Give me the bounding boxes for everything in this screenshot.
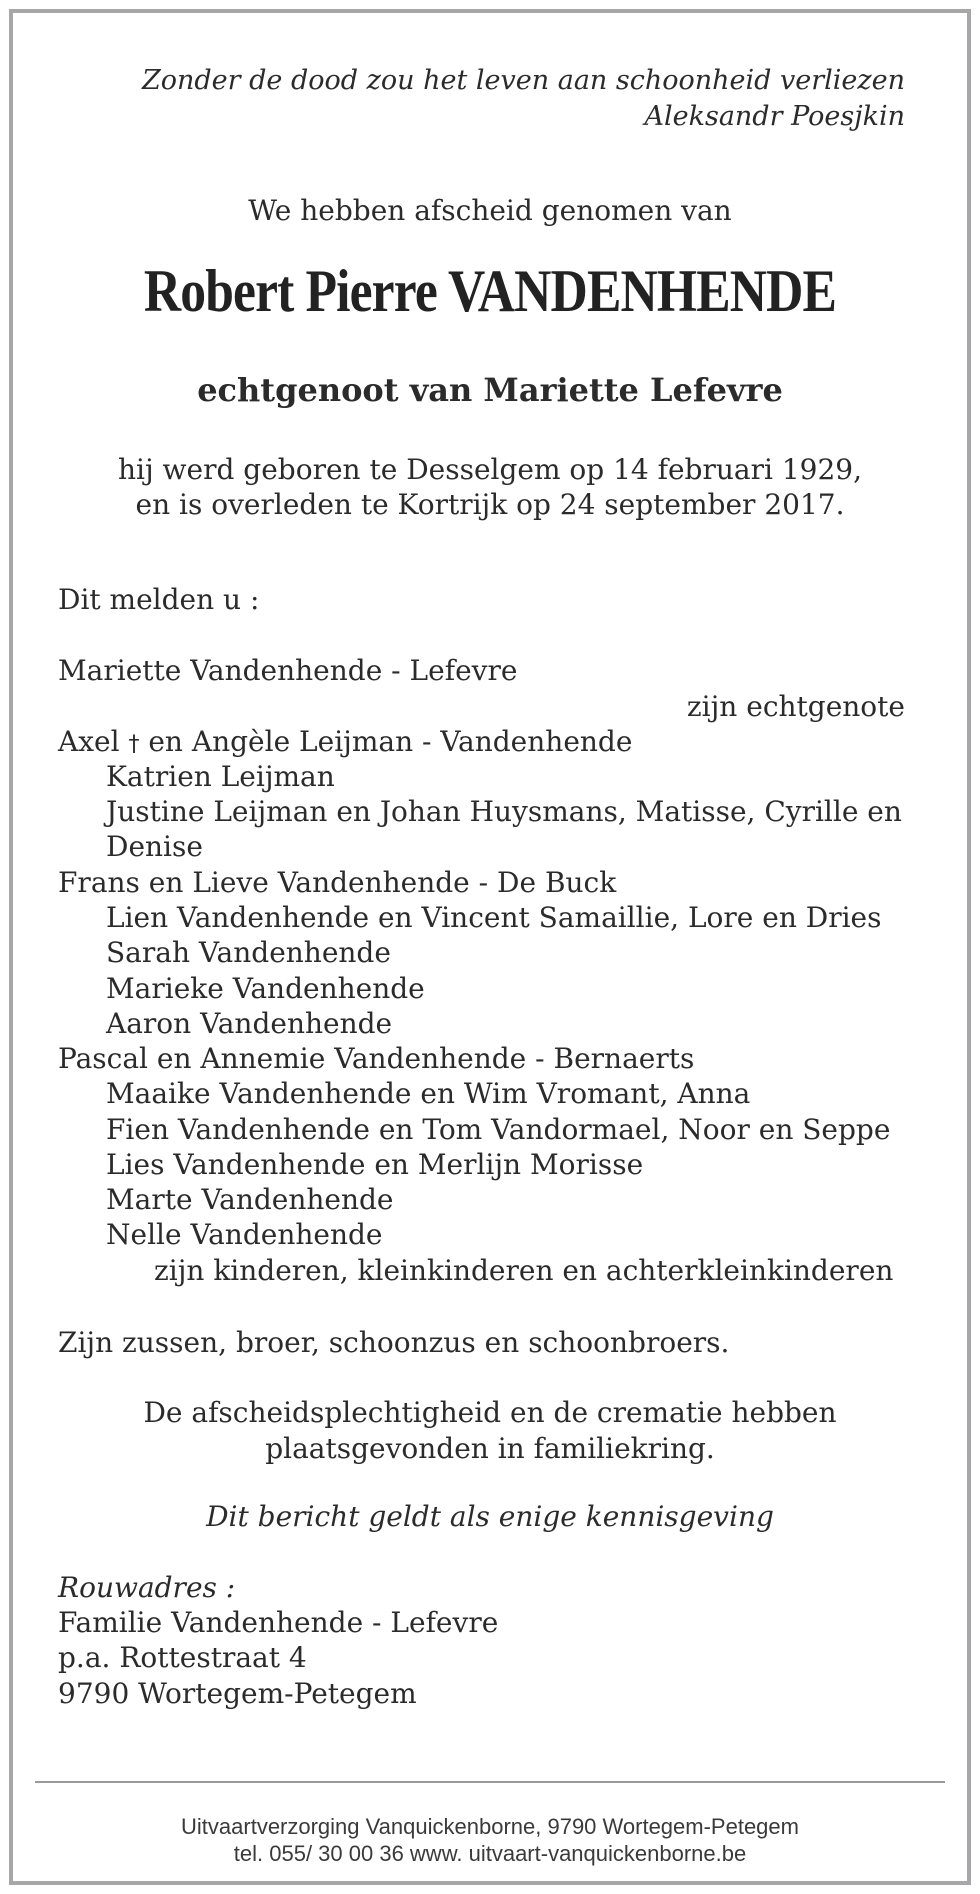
ceremony-line-2: plaatsgevonden in familiekring. [265,1432,715,1465]
child-2: Frans en Lieve Vandenhende - De Buck [58,866,617,899]
quote-author: Aleksandr Poesjkin [644,101,905,132]
mourning-address-street: p.a. Rottestraat 4 [58,1641,307,1674]
children-role: zijn kinderen, kleinkinderen en achterkleinkinderen [154,1254,894,1287]
spouse-name: Mariette Vandenhende - Lefevre [58,654,518,687]
obituary-card [9,9,971,1885]
mourning-address-city: 9790 Wortegem-Petegem [58,1677,417,1710]
ceremony-line-1: De afscheidsplechtigheid en de crematie hebben [143,1396,837,1429]
death-line: en is overleden te Kortrijk op 24 september 2017. [135,488,845,521]
child-1-partner: en Angèle Leijman - Vandenhende [148,725,633,758]
grandchild: Marte Vandenhende [106,1183,394,1216]
notice-line: Dit bericht geldt als enige kennisgeving [206,1500,774,1533]
mourning-address-name: Familie Vandenhende - Lefevre [58,1606,499,1639]
grandchild: Maaike Vandenhende en Wim Vromant, Anna [106,1077,751,1110]
cross-icon: † [128,732,140,757]
child-1 [58,724,632,762]
quote-text: Zonder de dood zou het leven aan schoonheid verliezen [141,65,905,96]
deceased-name-wrapper [13,257,967,326]
child-1-name: Axel [58,725,120,758]
grandchild: Nelle Vandenhende [106,1218,383,1251]
child-3: Pascal en Annemie Vandenhende - Bernaerts [58,1042,695,1075]
grandchild: Marieke Vandenhende [106,972,425,1005]
footer-divider [35,1781,945,1783]
grandchild: Sarah Vandenhende [106,936,391,969]
mourning-address-label: Rouwadres : [58,1571,236,1604]
grandchild: Katrien Leijman [106,760,335,793]
deceased-name: Robert Pierre VANDENHENDE [143,258,837,324]
birth-line: hij werd geboren te Desselgem op 14 februari 1929, [117,453,862,486]
intro-text: We hebben afscheid genomen van [248,194,732,227]
siblings-line: Zijn zussen, broer, schoonzus en schoonbroers. [58,1326,730,1359]
announced-by: Dit melden u : [58,583,260,616]
spouse-line: echtgenoot van Mariette Lefevre [197,371,783,409]
footer-contact: tel. 055/ 30 00 36 www. uitvaart-vanquickenborne.be [233,1841,747,1866]
grandchild: Aaron Vandenhende [106,1007,393,1040]
grandchild: Fien Vandenhende en Tom Vandormael, Noor en Seppe [106,1113,891,1146]
grandchild: Lien Vandenhende en Vincent Samaillie, Lore en Dries [106,901,882,934]
grandchild: Denise [106,830,203,863]
spouse-role: zijn echtgenote [686,690,905,723]
footer-company: Uitvaartverzorging Vanquickenborne, 9790 Wortegem-Petegem [181,1814,799,1839]
grandchild: Lies Vandenhende en Merlijn Morisse [106,1148,644,1181]
grandchild: Justine Leijman en Johan Huysmans, Matisse, Cyrille en [106,795,902,828]
